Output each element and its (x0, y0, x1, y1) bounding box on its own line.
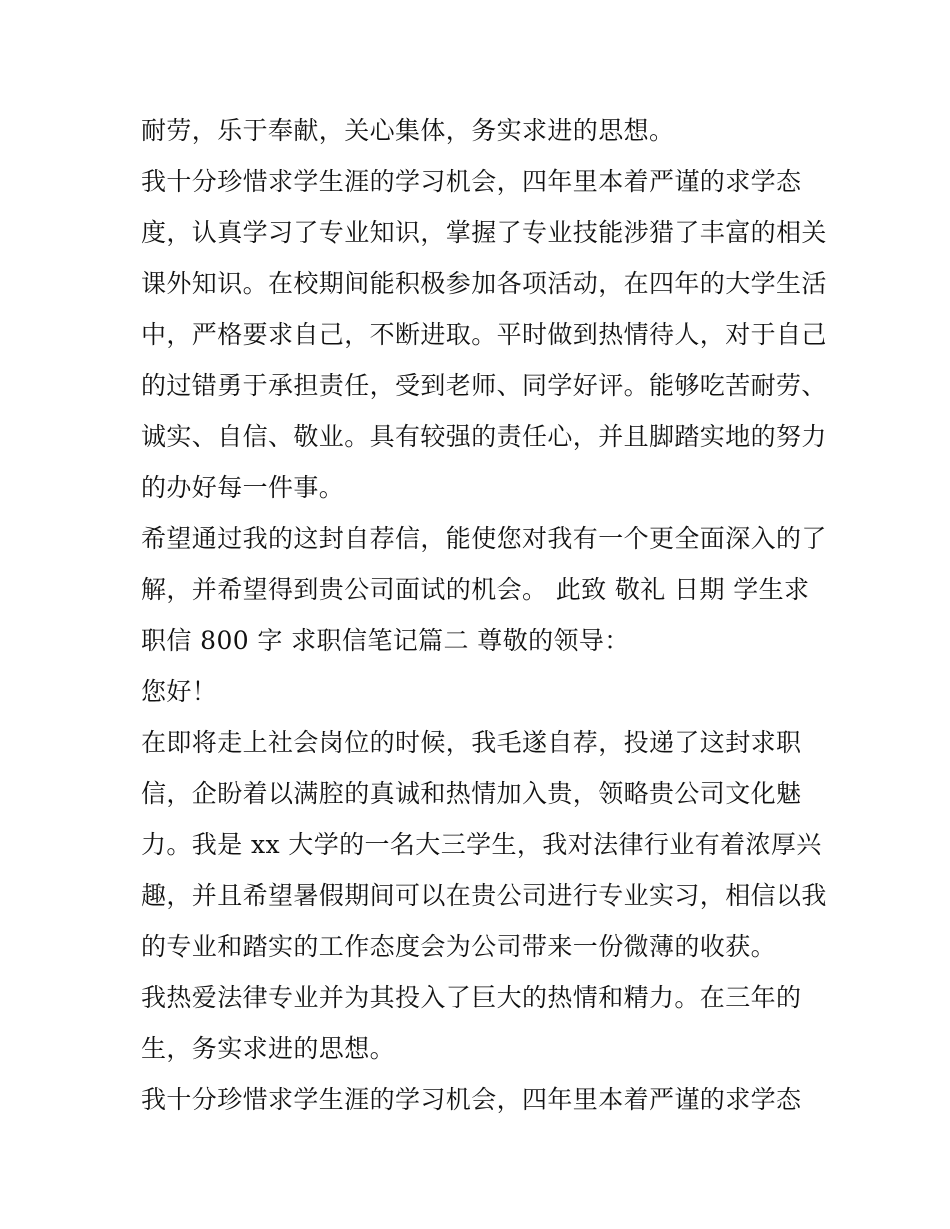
text-line: 力。我是 xx 大学的一名大三学生，我对法律行业有着浓厚兴 (141, 830, 822, 859)
text-line: 职信 800 字 求职信笔记篇二 尊敬的领导： (141, 626, 630, 655)
text-line: 我十分珍惜求学生涯的学习机会，四年里本着严谨的求学态 (141, 167, 802, 196)
text-line: 的过错勇于承担责任，受到老师、同学好评。能够吃苦耐劳、 (141, 371, 827, 400)
text-line: 希望通过我的这封自荐信，能使您对我有一个更全面深入的了 (141, 524, 827, 553)
text-line: 中，严格要求自己，不断进取。平时做到热情待人，对于自己 (141, 320, 827, 349)
text-line: 的专业和踏实的工作态度会为公司带来一份微薄的收获。 (141, 932, 777, 961)
text-line: 度，认真学习了专业知识，掌握了专业技能涉猎了丰富的相关 (141, 218, 827, 247)
text-line: 趣，并且希望暑假期间可以在贵公司进行专业实习，相信以我 (141, 881, 827, 910)
text-line: 您好！ (141, 677, 218, 706)
text-line: 我十分珍惜求学生涯的学习机会，四年里本着严谨的求学态 (141, 1085, 802, 1114)
text-line: 诚实、自信、敬业。具有较强的责任心，并且脚踏实地的努力 (141, 422, 827, 451)
text-line: 生，务实求进的思想。 (141, 1034, 396, 1063)
body-text (141, 105, 827, 1125)
text-line: 耐劳，乐于奉献，关心集体，务实求进的思想。 (141, 116, 675, 145)
text-line: 在即将走上社会岗位的时候，我毛遂自荐，投递了这封求职 (141, 728, 802, 757)
text-line: 我热爱法律专业并为其投入了巨大的热情和精力。在三年的 (141, 983, 802, 1012)
text-line: 信，企盼着以满腔的真诚和热情加入贵，领略贵公司文化魅 (141, 779, 802, 808)
text-line: 解，并希望得到贵公司面试的机会。 此致 敬礼 日期 学生求 (141, 575, 810, 604)
text-line: 的办好每一件事。 (141, 473, 345, 502)
text-line: 课外知识。在校期间能积极参加各项活动，在四年的大学生活 (141, 269, 827, 298)
